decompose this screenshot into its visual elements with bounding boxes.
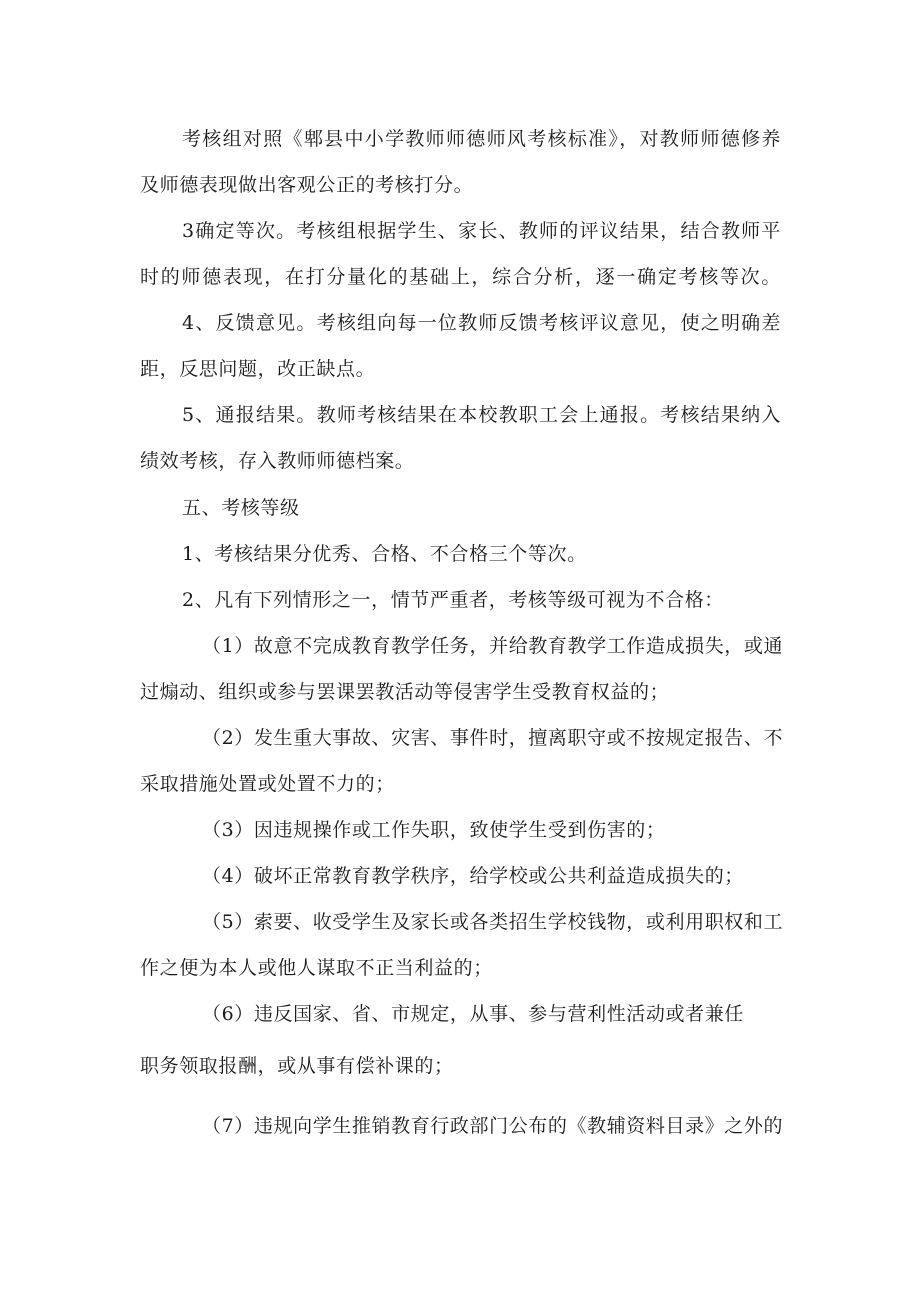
text-line-16: （3）因违规操作或工作失职，致使学生受到伤害的； (202, 819, 666, 841)
section-heading: 五、考核等级 (182, 497, 300, 519)
text-line-19: 作之便为本人或他人谋取不正当利益的； (140, 957, 493, 979)
text-line-18: （5）索要、收受学生及家长或各类招生学校钱物，或利用职权和工 (202, 911, 784, 933)
text-line-1: 考核组对照《郫县中小学教师师德师风考核标准》，对教师师德修养 (182, 128, 781, 150)
text-line-8: 绩效考核，存入教师师德档案。 (140, 450, 415, 472)
text-line-22: （7）违规向学生推销教育行政部门公布的《教辅资料目录》之外的 (202, 1115, 784, 1137)
text-line-21: 职务领取报酬，或从事有偿补课的； (140, 1055, 454, 1077)
text-line-13: 过煽动、组织或参与罢课罢教活动等侵害学生受教育权益的； (140, 681, 670, 703)
text-line-5: 4、反馈意见。考核组向每一位教师反馈考核评议意见，使之明确差 (182, 312, 781, 334)
text-line-20: （6）违反国家、省、市规定，从事、参与营利性活动或者兼任 (202, 1003, 744, 1025)
text-line-6: 距，反思问题，改正缺点。 (140, 358, 376, 380)
text-line-15: 采取措施处置或处置不力的； (140, 773, 395, 795)
text-line-17: （4）破坏正常教育教学秩序，给学校或公共利益造成损失的； (202, 865, 744, 887)
text-line-2: 及师德表现做出客观公正的考核打分。 (140, 174, 474, 196)
text-line-7: 5、通报结果。教师考核结果在本校教职工会上通报。考核结果纳入 (182, 404, 781, 426)
text-line-3: 3确定等次。考核组根据学生、家长、教师的评议结果，结合教师平 (182, 220, 781, 242)
text-line-14: （2）发生重大事故、灾害、事件时，擅离职守或不按规定报告、不 (202, 727, 784, 749)
text-line-12: （1）故意不完成教育教学任务，并给教育教学工作造成损失，或通 (202, 635, 784, 657)
text-line-11: 2、凡有下列情形之一，情节严重者，考核等级可视为不合格： (182, 589, 724, 611)
text-line-4: 时的师德表现，在打分量化的基础上，综合分析，逐一确定考核等次。 (140, 266, 781, 288)
text-line-10: 1、考核结果分优秀、合格、不合格三个等次。 (182, 543, 587, 565)
